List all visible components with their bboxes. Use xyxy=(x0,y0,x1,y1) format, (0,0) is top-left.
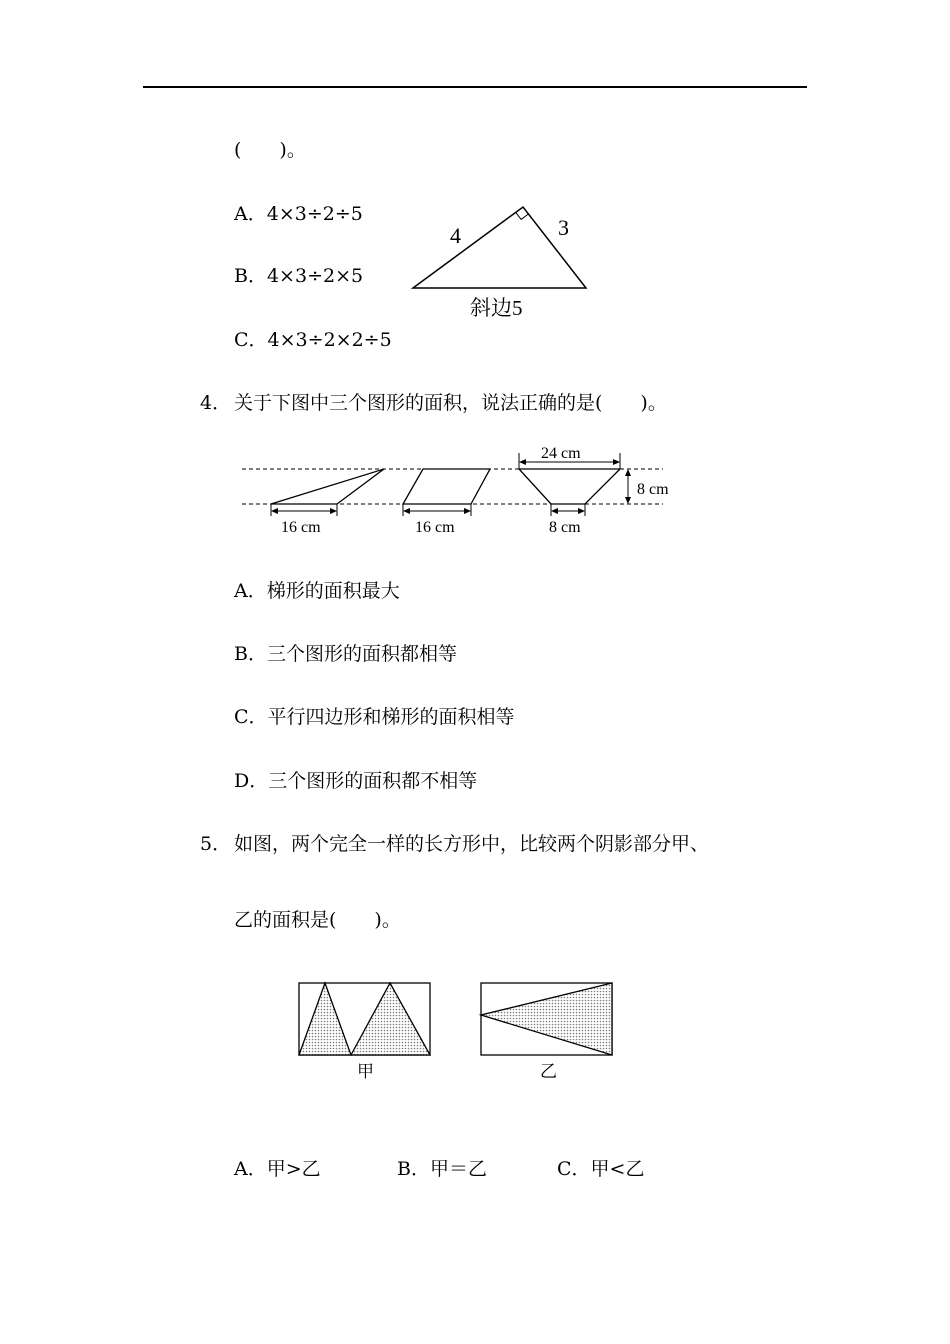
q5-rectangles-figure xyxy=(290,975,630,1085)
q5-option-c-text: 甲<乙 xyxy=(590,1158,645,1180)
right-angle-mark xyxy=(516,212,529,219)
trapezoid-shape xyxy=(519,469,620,504)
triangle-arrow-head-left xyxy=(271,508,278,514)
q3-option-a-text: 4×3÷2÷5 xyxy=(266,203,363,225)
q5-stem-line1: 如图，两个完全一样的长方形中，比较两个阴影部分甲、 xyxy=(234,833,710,855)
triangle-shape xyxy=(271,469,384,504)
height-label: 8 cm xyxy=(637,481,669,498)
q5-option-c[interactable] xyxy=(557,1160,644,1179)
hypotenuse-label: 斜边5 xyxy=(470,296,523,320)
q3-option-c-label: C． xyxy=(234,329,268,351)
parallelogram-base-label: 16 cm xyxy=(415,519,455,536)
q4-option-c-label: C． xyxy=(234,706,268,728)
q4-shapes-figure xyxy=(238,440,688,540)
q3-option-b[interactable] xyxy=(234,267,363,286)
q5-option-a[interactable] xyxy=(234,1160,321,1179)
q3-option-a[interactable] xyxy=(234,205,363,224)
trapezoid-top-arrow-head-right xyxy=(613,459,620,465)
parallelogram-shape xyxy=(403,469,490,504)
q5-option-b[interactable] xyxy=(397,1160,487,1179)
q5-option-b-text: 甲＝乙 xyxy=(429,1158,487,1180)
q3-stem-tail: ( )。 xyxy=(234,139,306,161)
q4-option-a-text: 梯形的面积最大 xyxy=(266,580,400,602)
q4-option-b[interactable] xyxy=(234,645,457,664)
q3-right-triangle-figure xyxy=(400,195,600,325)
q4-option-c[interactable] xyxy=(234,708,515,727)
leg-right-label: 3 xyxy=(558,215,569,240)
q4-stem: 关于下图中三个图形的面积，说法正确的是( )。 xyxy=(234,392,667,414)
trapezoid-top-arrow-head-left xyxy=(519,459,526,465)
q4-option-d-label: D． xyxy=(234,770,269,792)
q5-option-a-text: 甲>乙 xyxy=(266,1158,321,1180)
trapezoid-bottom-label: 8 cm xyxy=(549,519,581,536)
q3-option-b-text: 4×3÷2×5 xyxy=(266,265,364,287)
trapezoid-top-label: 24 cm xyxy=(541,445,581,462)
q4-option-b-text: 三个图形的面积都相等 xyxy=(266,643,457,665)
q4-option-c-text: 平行四边形和梯形的面积相等 xyxy=(267,706,515,728)
parallelogram-arrow-head-right xyxy=(464,508,471,514)
triangle-arrow-head-right xyxy=(330,508,337,514)
trapezoid-bottom-arrow-head-right xyxy=(578,508,585,514)
header-rule xyxy=(143,86,807,88)
q4-option-a-label: A． xyxy=(234,580,267,602)
q4-option-d[interactable] xyxy=(234,772,477,791)
height-arrow-head-bottom xyxy=(625,497,631,504)
q5-option-c-label: C． xyxy=(557,1158,591,1180)
q4-option-b-label: B． xyxy=(234,643,267,665)
triangle-base-label: 16 cm xyxy=(281,519,321,536)
q3-option-a-label: A． xyxy=(234,203,267,225)
q3-option-c-text: 4×3÷2×2÷5 xyxy=(267,329,392,351)
q5-number: 5． xyxy=(200,833,232,855)
trapezoid-bottom-arrow-head-left xyxy=(551,508,558,514)
q5-option-b-label: B． xyxy=(397,1158,430,1180)
q3-option-b-label: B． xyxy=(234,265,267,287)
height-arrow-head-top xyxy=(625,469,631,476)
leg-left-label: 4 xyxy=(450,223,461,248)
q3-option-c[interactable] xyxy=(234,331,392,350)
q4-option-a[interactable] xyxy=(234,582,400,601)
right-figure-label: 乙 xyxy=(540,1062,557,1081)
left-figure-label: 甲 xyxy=(357,1062,374,1081)
q5-option-a-label: A． xyxy=(234,1158,267,1180)
q5-stem-line2: 乙的面积是( )。 xyxy=(234,909,401,931)
parallelogram-arrow-head-left xyxy=(403,508,410,514)
q4-option-d-text: 三个图形的面积都不相等 xyxy=(268,770,478,792)
q4-number: 4． xyxy=(200,392,232,414)
